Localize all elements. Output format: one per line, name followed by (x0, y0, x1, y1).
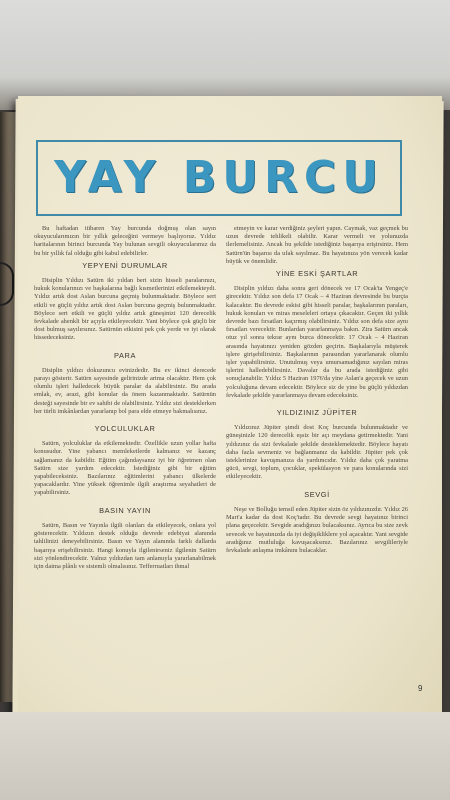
section-heading: YİNE ESKİ ŞARTLAR (275, 269, 359, 279)
paragraph: Bu haftadan itibaren Yay burcunda doğmuş olan sayın okuyucularımızın bir yıllık geleceğini vermeye başlıyoruz. Yıldız haritalarının birinci burcunda Yay bulunan sevgili okuyucularımız da bu bir yıllık fal olduğu gibi kabul edebilirler. (34, 225, 216, 257)
left-column (34, 225, 216, 715)
paragraph: Neşe ve Bolluğu temsil eden Jüpiter sizin öz yıldızınızdır. Yıldız 26 Mart'a kadar da dost Koç'tadır. Bu devrede sevgi hayatınız birinci plana geçecektir. Sevgide aradığınızı bulacaksınız. Ayrıca bu size zevk sevecek ve hayatınızda da iyi değişikliklere yol açacaktır. Yani sevgide aradığınız mutluluğa kavuşacaksınız. Bazılarınız sevgilileriyle fevkalade anlaşma imkânını bulacaklar. (226, 505, 408, 554)
title-box (36, 140, 402, 216)
section-heading: YOLCULUKLAR (94, 424, 156, 434)
background-bottom (0, 712, 450, 800)
right-column (226, 225, 408, 715)
paragraph: etmeyin ve karar verdiğiniz şeyleri yapın. Caymak, vaz geçmek bu uzun devrede tehlikeli olabilir. Karar vermeli ve yolunuzda ilerlemelisiniz. Ancak bu şekilde istediğiniz başarıya erişirsiniz. Hem Satürn'ün başarısı da ufak sayılmaz. Bu hayatınıza yön verecek kadar büyük ve önemlidir. (226, 225, 408, 265)
paragraph: Satürn, Basın ve Yayınla ilgili olanları da etkileyecek, onlara yol gösterecektir. Yıldızın destek olduğu devrede edebiyat alanında tahlilinizi deneyebilirsiniz. Basın ve Yayın alanında farklı dallarda başarıya erişebilirsiniz. Hangi konuyla ilgilenirseniz ilgilenin Satürn sizi yönlendirecektir. Yalnız yıldızdan tam anlamıyla yararlanabilmek için daima plânlı ve sistemli olmalısınız. Tefferruatları ihmal (34, 521, 216, 570)
paragraph: Disiplin yıldızı daha sonra geri dönecek ve 17 Ocak'ta Yengeç'e girecektir. Yıldız son defa 17 Ocak – 4 Haziran devresinde bu burçta kalacaktır. Bu devrede eskisi gibi hisseli paralar, başkalarının paraları, hukuk konuları ve miras meseleleri ortaya çıkacaktır. Geçen iki yıllık devrede bazı fırsatları kaçırmış olabilirsiniz. Yıldız son defa size aynı fırsatları verecektir. Bunlardan yararlanmaya bakın. Zira Satürn ancak otuz yıl sonra tekrar aynı burca dönecektir. 17 Ocak – 4 Haziran arasında hayatınızı yeniden gözden geçirin. Başkalarıyla müşterek işlere girişebilirsiniz. Başkalarının parasından yararlanarak olumlu işler yapabilirsiniz. Unutulmuş veya umursamadığınız sayılan miras işlerini halledebilirsiniz. Davalar da bu arada istediğiniz gibi sonuçlanabilir. Yıldız 5 Haziran 1976'da yine Aslan'a geçecek ve uzun yolculuğuna devam edecektir. Böylece siz de yine bu güçlü yıldızdan fevkalade şekilde yararlanmaya devam edeceksiniz. (226, 285, 408, 399)
section-heading: BASIN YAYIN (99, 505, 151, 515)
paragraph: Yıldızınız Jüpiter şimdi dost Koç burcunda bulunmaktadır ve güneşinizle 120 derecelik eşsiz bir açı meydana getirmektedir. Yani yıldızınız da sizi fevkalade şekilde desteklemektedir. Böylece hayatı daha fazla sevmeniz ve bağlanmanız da kabildir. Jüpiter pek çok isteklerinize kavuşmanıza da yardımcıdır. Yıldız daha çok yaratma gücü, sevgi, toplum, çocuklar, spekülasyon ve para konularında sizi etkileyecektir. (226, 424, 408, 481)
previous-page-mark (0, 262, 14, 306)
section-heading: SEVGİ (304, 489, 330, 499)
paragraph: Satürn, yolculuklar da etkilemektedir. Özellikle uzun yollar hafta konusudur. Yine yabancı memleketlerde kalmanız ve kazanç sağlamanız da kabildir. Eğitim çağındaysanız iyi bir öğretmen olan Satürn size yardım edecektir. İstediğiniz gibi bir eğitim yapabileceksiniz. Bazılarınız eğitimlerini yabancı ülkelerde yapacaklardır. Yine yüksek öğrenimle ilgili araştırma seyahatleri de yapabilirsiniz. (34, 440, 216, 497)
section-heading: YILDIZINIZ JÜPİTER (276, 408, 358, 418)
paragraph: Disiplin Yıldızı Satürn iki yıldan beri sizin hisseli paralarınızı, hukuk konularınızı ve başkalarına bağlı kısmetlerinizi etkilemekteydi. Yıldız artık dost Aslan burcuna geçmiş bulunmaktadır. Böylece sert etkili ve güçlü yıldız artık dost Aslan burcuna geçmiş bulunmaktadır. Böylece sert etkili ve güçlü yıldız artık güneşinizi 120 derecelik fevkalade ahenkli bir açıyla etkileyecektir. Yani böylece çok güçlü bir dost bulmuş sayılırsınız. Satürnün etkisini pek çok yerde ve iyi olarak hissedeceksiniz. (34, 277, 216, 342)
page-title: YAY BURCU (54, 152, 384, 203)
section-heading: YEPYENİ DURUMLAR (82, 260, 168, 270)
section-heading: PARA (114, 350, 136, 360)
background-top (0, 0, 450, 110)
paragraph: Disiplin yıldızı dokuzuncu evinizdedir. Bu ev ikinci derecede parayı gösterir. Satürn sayesinde gelirinizde artma olacaktır. Hem çok olumlu işleri halledecek büyük paralar da alabilirsiniz. Bu arada emlak, ev, arazi, gibi konular da önem kazanmaktadır. Satürnün desteği sayesinde bir ev sahibi de olabilirsiniz. Yıldız sizi desteklerken her türlü imkânlardan yararlanıp bol para elde etmeye bakmalısınız. (34, 366, 216, 415)
page-number: 9 (418, 684, 423, 693)
